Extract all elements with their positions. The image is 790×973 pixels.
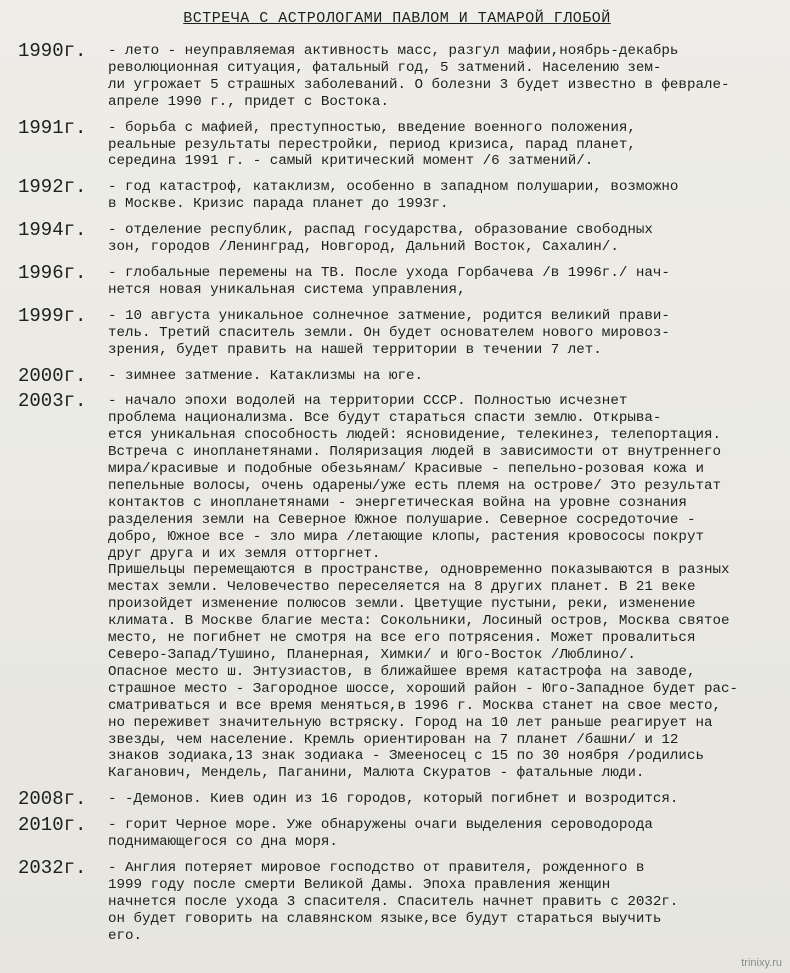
entry-2003 [18,390,776,782]
entry-text: - 10 августа уникальное солнечное затмение, родится великий прави- тель. Третий спаситель земли. Он будет основателем нового мировоз- зрения, будет править на нашей территории в течении 7 лет. [108,307,670,358]
entry-2000 [18,364,776,387]
entry-year: 2008г. [18,788,87,811]
entry-1999 [18,304,776,359]
entry-text: - Англия потеряет мировое господство от правителя, рожденного в 1999 году после смерти Великой Дамы. Эпоха правления женщин начнется после ухода 3 спасителя. Спаситель начнет править с 2032г. он будет говорить на славянском языке,все будут стараться выучить его. [108,859,679,944]
entry-text: - зимнее затмение. Катаклизмы на юге. [108,367,424,384]
entry-text: - борьба с мафией, преступностью, введение военного положения, реальные результаты перестройки, период кризиса, парад планет, середина 1991 г. - самый критический момент /6 затмений/. [108,119,636,170]
entry-1994 [18,219,776,256]
entry-year: 2032г. [18,856,87,879]
entry-year: 2010г. [18,814,87,837]
entry-year: 1992г. [18,176,87,199]
entry-text: - горит Черное море. Уже обнаружены очаги выделения сероводорода поднимающегося со дна моря. [108,817,653,851]
entry-text: - начало эпохи водолей на территории СССР. Полностью исчезнет проблема национализма. Все будут стараться спасти землю. Открыва- ется уникальная способность людей: ясновидение, телекинез, телепортация. Встреча с инопланетянами. Поляризация людей в зависимости от внутреннего мира/красивые и подобные обезьянам/ Красивые - пепельно-розовая кожа и пепельные волосы, очень одарены/уже есть племя на острове/ Это результат контактов с инопланетянами - энергетическая война на уровне сознания разделения земли на Северное Южное полушарие. Северное сосредоточие - добро, Южное все - зло мира /летающие клопы, растения кровососы покрут друг друга и их земля отторгнет. Пришельцы перемещаются в пространстве, одновременно показываются в разных местах земли. Человечество переселяется на 8 других планет. В 21 веке произойдет изменение полюсов земли. Цветущие пустыни, реки, изменение климата. В Москве благие места: Сокольники, Лосиный остров, Москва святое место, не погибнет не смотря на все его потрясения. Может провалиться Северо-Запад/Тушино, Планерная, Химки/ и Юго-Восток /Люблино/. Опасное место ш. Энтузиастов, в ближайшее время катастрофа на заводе, страшное место - Загородное шоссе, хороший район - Юго-Западное будет рас- сматриваться и все время меняться,в 1996 г. Москва станет на свое место, но переживет значительную встряску. Город на 10 лет раньше реагирует на звезды, чем население. Кремль ориентирован на 7 планет /башни/ и 12 знаков зодиака,13 знак зодиака - Змееносец с 15 по 30 ноября /родились Каганович, Мендель, Паганини, Малюта Скуратов - фатальные люди. [108,393,739,782]
entry-2010 [18,814,776,851]
entry-text: - год катастроф, катаклизм, особенно в западном полушарии, возможно в Москве. Кризис парада планет до 1993г. [108,179,679,213]
entry-1990 [18,40,776,111]
entry-text: - -Демонов. Киев один из 16 городов, который погибнет и возродится. [108,791,679,808]
entry-year: 1999г. [18,304,87,327]
document-title: ВСТРЕЧА С АСТРОЛОГАМИ ПАВЛОМ И ТАМАРОЙ ГЛОБОЙ [183,10,611,27]
entry-year: 1994г. [18,219,87,242]
entry-year: 2003г. [18,390,87,413]
entry-1991 [18,116,776,171]
entry-year: 1990г. [18,40,87,62]
entry-year: 2000г. [18,364,87,387]
entry-text: - лето - неуправляемая активность масс, разгул мафии,ноябрь-декабрь революционная ситуация, фатальный год, 5 затмений. Населению зем- ли угрожает 5 страшных заболеваний. О болезни 3 будет известно в феврале- апреле 1990 г., придет с Востока. [108,43,730,110]
entry-1992 [18,176,776,213]
entry-2032 [18,856,776,945]
entry-year: 1996г. [18,261,87,284]
entry-2008 [18,788,776,811]
entry-text: - глобальные перемены на ТВ. После ухода Горбачева /в 1996г./ нач- нется новая уникальная система управления, [108,264,670,298]
entry-year: 1991г. [18,116,87,139]
entry-text: - отделение республик, распад государства, образование свободных зон, городов /Ленинград, Новгород, Дальний Восток, Сахалин/. [108,222,653,256]
entry-1996 [18,261,776,299]
watermark: trinixy.ru [741,957,782,969]
